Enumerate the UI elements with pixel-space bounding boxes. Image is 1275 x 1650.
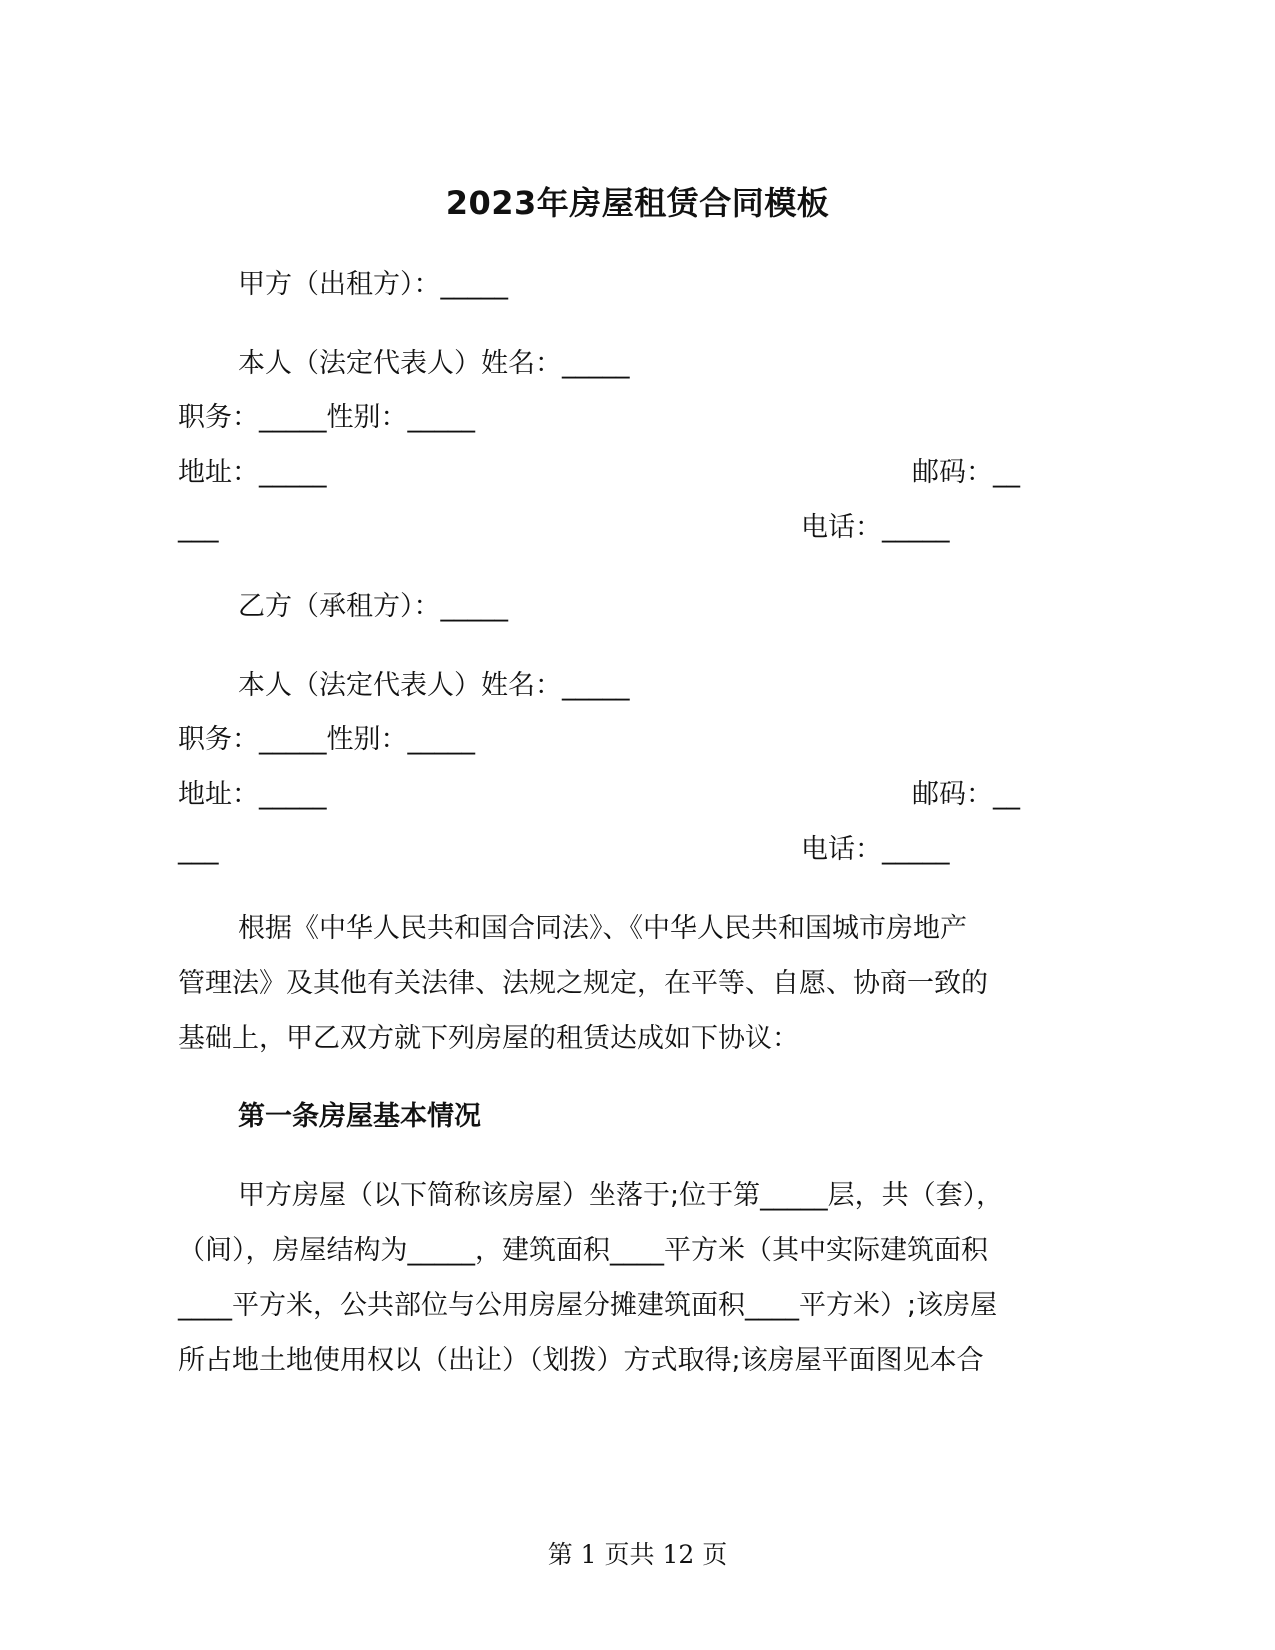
party-a-title-gender-line: 职务：_____性别：_____ [178, 402, 475, 433]
party-a-representative-line: 本人（法定代表人）姓名：_____ [238, 348, 630, 379]
article-1-line: （间），房屋结构为_____，建筑面积____平方米（其中实际建筑面积 [178, 1235, 988, 1266]
article-1-heading: 第一条房屋基本情况 [238, 1101, 481, 1132]
party-a-phone: 电话：_____ [801, 512, 950, 543]
party-b-phone: 电话：_____ [801, 834, 950, 865]
party-a-postcode: 邮码：__ [912, 457, 1020, 488]
party-b-name-line: 乙方（承租方）：_____ [238, 591, 508, 622]
party-b-postcode-continued: ___ [178, 834, 219, 865]
preamble-line: 基础上，甲乙双方就下列房屋的租赁达成如下协议： [178, 1023, 799, 1054]
preamble-line: 根据《中华人民共和国合同法》、《中华人民共和国城市房地产 [238, 913, 967, 944]
article-1-line: ____平方米，公共部位与公用房屋分摊建筑面积____平方米）;该房屋 [178, 1290, 998, 1321]
article-1-line: 甲方房屋（以下简称该房屋）坐落于;位于第_____层，共（套）， [238, 1180, 1004, 1211]
party-b-representative-line: 本人（法定代表人）姓名：_____ [238, 670, 630, 701]
page-number-footer: 第 1 页共 12 页 [547, 1540, 728, 1569]
party-b-address: 地址：_____ [178, 779, 327, 810]
party-b-postcode: 邮码：__ [912, 779, 1020, 810]
party-a-postcode-continued: ___ [178, 512, 219, 543]
party-b-title-gender-line: 职务：_____性别：_____ [178, 724, 475, 755]
article-1-line: 所占地土地使用权以（出让）（划拨）方式取得;该房屋平面图见本合 [178, 1345, 984, 1376]
party-a-name-line: 甲方（出租方）：_____ [238, 269, 508, 300]
party-a-address: 地址：_____ [178, 457, 327, 488]
preamble-line: 管理法》及其他有关法律、法规之规定，在平等、自愿、协商一致的 [178, 968, 988, 999]
document-title: 2023年房屋租赁合同模板 [445, 184, 830, 222]
